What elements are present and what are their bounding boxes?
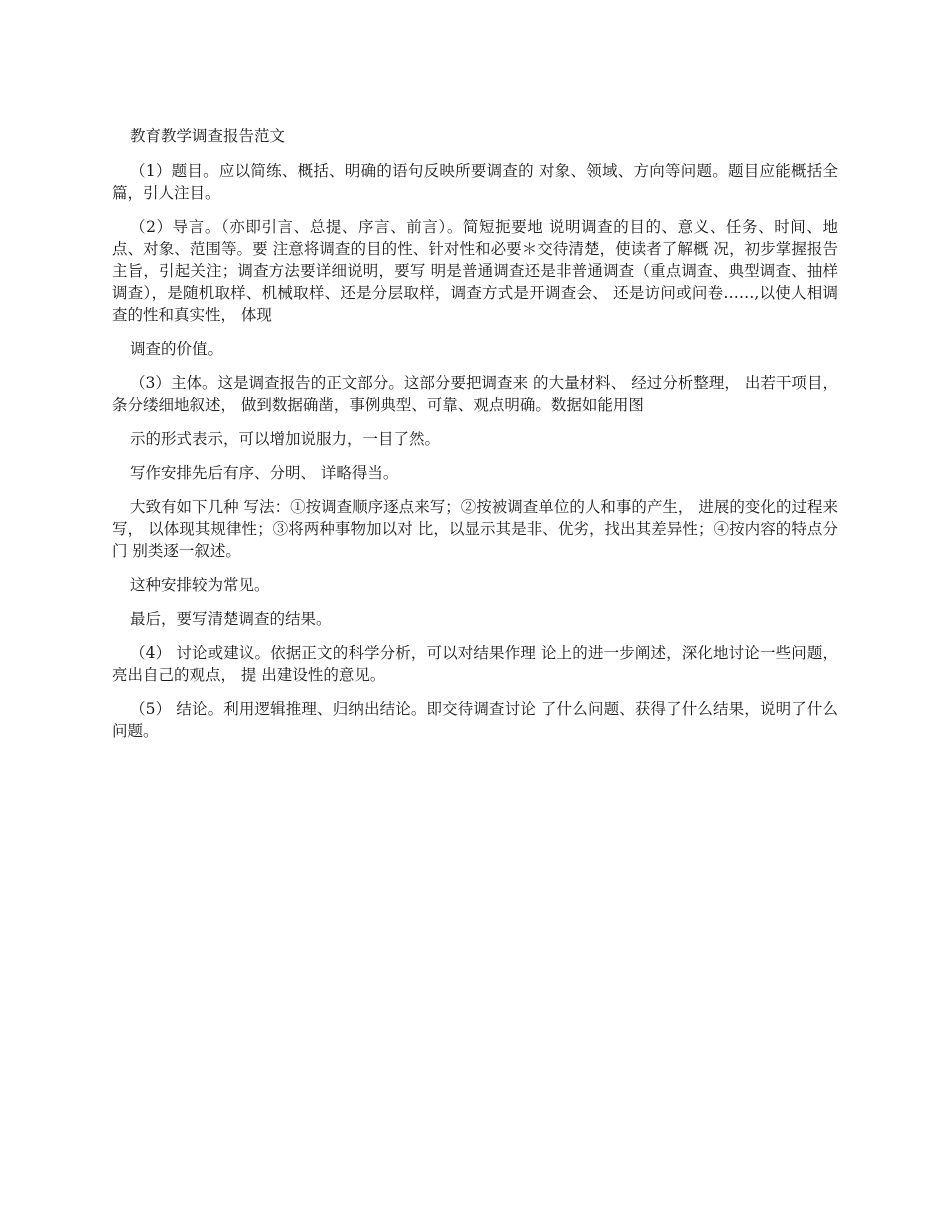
paragraph-main-body: （3）主体。这是调查报告的正文部分。这部分要把调查来 的大量材料、 经过分析整理， 出若干项目， 条分缕细地叙述， 做到数据确凿，事例典型、可靠、观点明确。数据如能用图 [112,374,838,414]
paragraph-results: 最后，要写清楚调查的结果。 [130,610,332,628]
paragraph-survey-value: 调查的价值。 [130,340,224,358]
paragraph-conclusion: （5） 结论。利用逻辑推理、归纳出结论。即交待调查讨论 了什么问题、获得了什么结果，说明了什么问题。 [112,700,838,740]
paragraph-writing-methods: 大致有如下几种 写法：①按调查顺序逐点来写；②按被调查单位的人和事的产生， 进展的变化的过程来写， 以体现其规律性；③将两种事物加以对 比，以显示其是非、优劣，找出其差异性；④按内容的特点分门 别类逐一叙述。 [112,498,838,560]
paragraph-topic: （1）题目。应以简练、概括、明确的语句反映所要调查的 对象、领域、方向等问题。题目应能概括全篇，引人注目。 [112,162,838,202]
paragraph-chart-form: 示的形式表示，可以增加说服力，一目了然。 [130,430,441,448]
paragraph-common-arrangement: 这种安排较为常见。 [130,576,270,594]
document-body [112,125,838,754]
paragraph-introduction: （2）导言。（亦即引言、总提、序言、前言）。简短扼要地 说明调查的目的、意义、任务、时间、地点、对象、范围等。要 注意将调查的目的性、针对性和必要＊交待清楚，使读者了解概 况，初步掌握报告主旨，引起关注；调查方法要详细说明，要写 明是普通调查还是非普通调查（重点调查、典型调查、抽样调查），是随机取样、机械取样、还是分层取样，调查方式是开调查会、 还是访问或问卷……,以使人相调查的性和真实性， 体现 [112,218,838,324]
paragraph-writing-order: 写作安排先后有序、分明、 详略得当。 [130,464,399,482]
document-title: 教育教学调查报告范文 [130,127,286,145]
paragraph-discussion: （4） 讨论或建议。依据正文的科学分析，可以对结果作理 论上的进一步阐述，深化地讨论一些问题， 亮出自己的观点， 提 出建设性的意见。 [112,644,838,684]
